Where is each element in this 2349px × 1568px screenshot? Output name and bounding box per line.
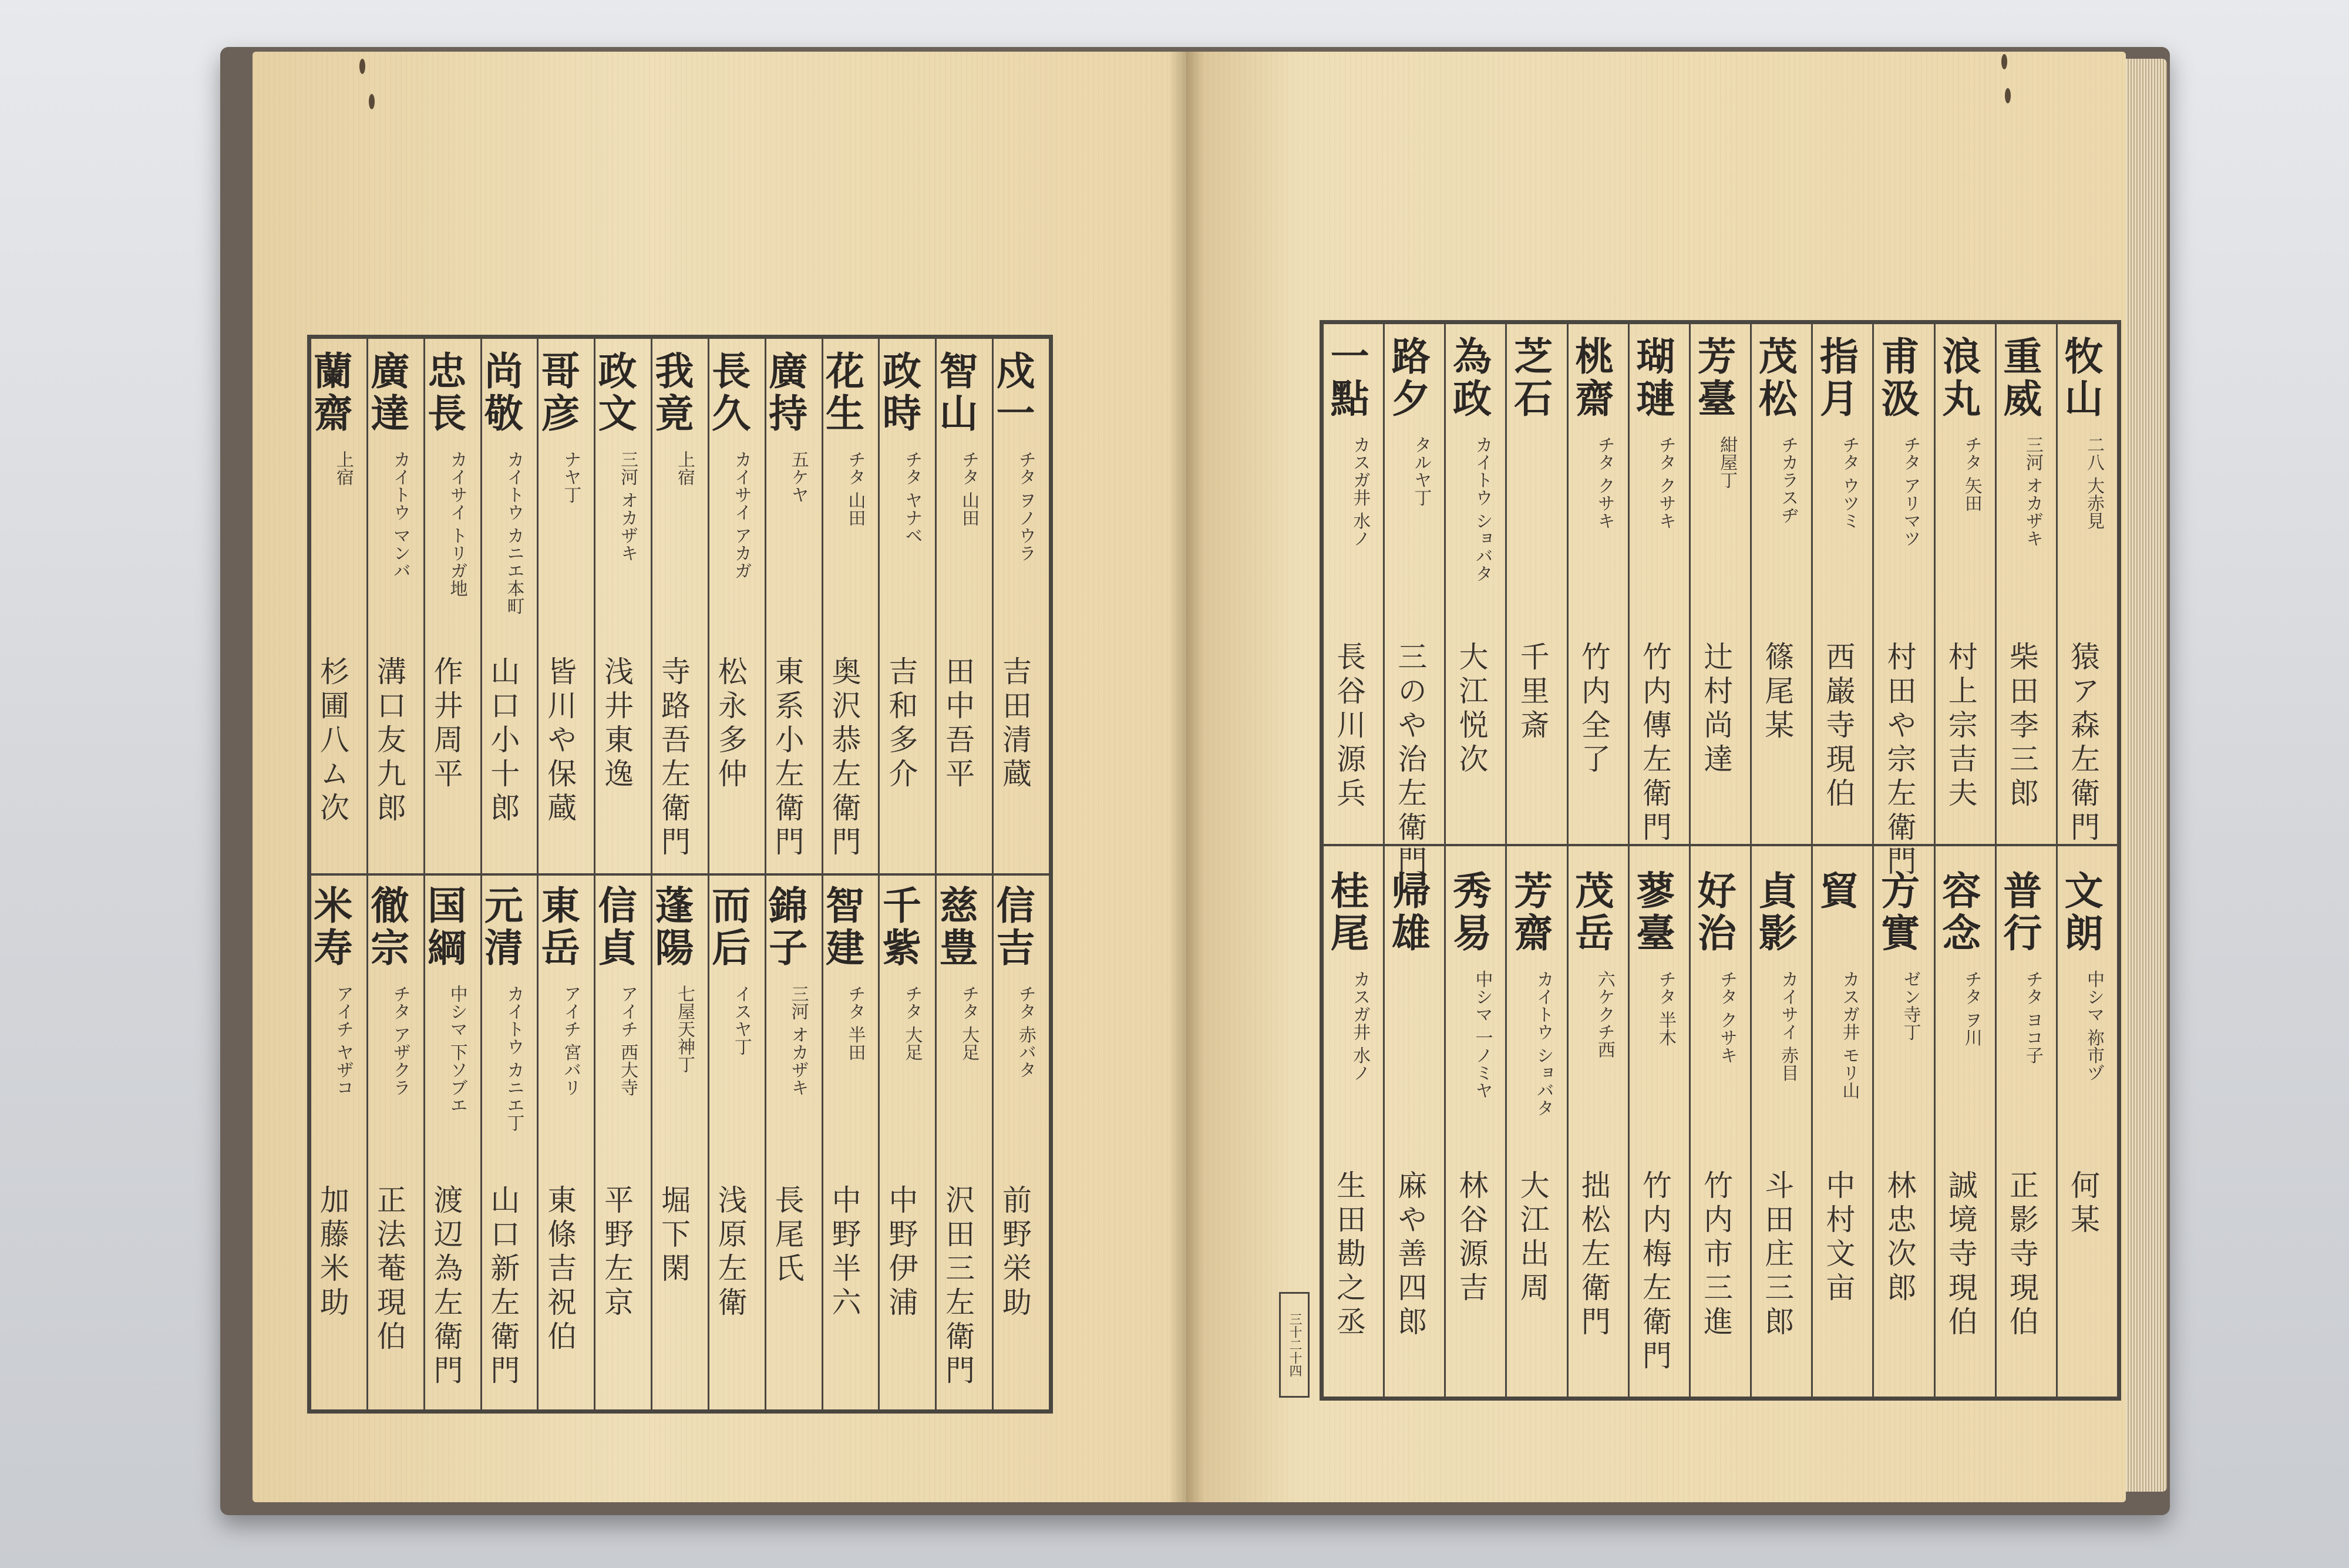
place-reading-top: 三河 オカザキ [617,450,638,562]
place-reading-bottom: 中シマ 祢市ヅ [2084,970,2104,1082]
table-column-13 [1324,324,1383,1397]
place-reading-bottom: チタ 大足 [958,985,980,1061]
haiku-name-top: 芳臺 [1691,336,1737,420]
haiku-name-bottom: 信吉 [990,885,1035,970]
owner-name-top: 皆川や保蔵 [543,656,577,826]
haiku-name-bottom: 普行 [1996,870,2042,955]
place-reading-top: チタ ヲノウラ [1015,450,1036,562]
owner-name-bottom: 東條吉祝伯 [543,1185,577,1355]
owner-name-bottom: 拙松左衛門 [1576,1170,1611,1340]
owner-name-top: 東系小左衛門 [770,656,805,860]
page-edges [2126,59,2167,1492]
haiku-name-top: 花生 [819,351,865,435]
place-reading-top: カイトウ ショバタ [1472,436,1493,583]
place-reading-bottom: アイチ 西大寺 [617,985,638,1096]
place-reading-bottom: 中シマ 一ノミヤ [1472,970,1493,1099]
haiku-name-bottom: 東岳 [534,885,581,970]
haiku-name-top: 浪丸 [1935,336,1981,420]
haiku-name-bottom: 文朗 [2058,870,2104,955]
haiku-name-top: 牧山 [2058,336,2104,420]
owner-name-bottom: 渡辺為左衛門 [429,1185,463,1389]
haiku-name-bottom: 智建 [819,885,865,970]
table-column-5 [1811,324,1872,1397]
haiku-name-bottom: 国綱 [420,885,467,970]
owner-name-top: 田中吾平 [941,656,975,792]
table-column-3 [878,339,935,1409]
owner-name-top: 杉圃八ム次 [315,656,349,826]
table-column-8 [1628,324,1689,1397]
owner-name-top: 村田や宗左衛門 [1882,641,1917,880]
haiku-name-top: 政文 [591,351,638,435]
owner-name-top: 三のや治左衛門 [1393,641,1428,880]
place-reading-bottom: カイトウ ショバタ [1533,970,1554,1117]
place-reading-bottom: イスヤ丁 [731,985,752,1055]
table-column-3 [1934,324,1995,1397]
right-table [1320,320,2121,1401]
haiku-name-bottom: 秀易 [1446,870,1492,955]
place-reading-top: チタ ヤナベ [901,450,923,544]
place-reading-bottom: アイチ ヤザコ [332,985,354,1096]
place-reading-bottom: カイトウ カニエ丁 [503,985,524,1132]
haiku-name-bottom: 貞影 [1752,870,1798,955]
haiku-name-top: 甫汲 [1874,336,1920,420]
haiku-name-bottom: 千紫 [876,885,922,970]
place-reading-bottom: 七屋天神丁 [674,985,695,1073]
place-reading-bottom: アイチ 宮バリ [560,985,581,1096]
haiku-name-top: 我竟 [648,351,694,435]
owner-name-bottom: 中村文亩 [1821,1170,1856,1306]
table-column-12 [1383,324,1444,1397]
owner-name-bottom: 竹内梅左衛門 [1637,1170,1672,1374]
table-column-11 [420,339,480,1409]
haiku-name-top: 長久 [705,351,751,435]
haiku-name-top: 桃齋 [1568,336,1614,420]
owner-name-top: 山口小十郎 [486,656,520,826]
owner-name-top: 村上宗吉夫 [1943,641,1978,812]
place-reading-bottom: カスガ井 モリ山 [1839,970,1860,1099]
page-stamp: 三十二十四 [1279,1292,1310,1398]
haiku-name-top: 戍一 [990,351,1035,435]
owner-name-top: 竹内全了 [1576,641,1611,778]
left-columns [307,339,1049,1409]
place-reading-bottom: チタ ヨコ子 [2022,970,2043,1064]
owner-name-top: 長谷川源兵 [1332,641,1367,812]
haiku-name-top: 瑚璉 [1629,336,1675,420]
table-column-4 [1872,324,1933,1397]
place-reading-top: ナヤ丁 [560,450,581,503]
owner-name-bottom: 正法菴現伯 [372,1185,406,1355]
place-reading-top: カスガ井 水ノ [1350,436,1371,547]
table-column-7 [1689,324,1750,1397]
left-table [307,335,1053,1414]
table-column-4 [819,339,879,1409]
place-reading-top: チタ 山田 [844,450,866,527]
haiku-name-bottom: 桂尾 [1324,870,1370,955]
haiku-name-top: 智山 [933,351,979,435]
place-reading-top: チタ アリマツ [1900,436,1921,547]
haiku-name-bottom: 貿 [1813,870,1859,913]
owner-name-top: 吉和多介 [884,656,918,792]
place-reading-bottom: 三河 オカザキ [788,985,809,1096]
place-reading-top: 二八 大赤見 [2084,436,2104,530]
owner-name-bottom: 中野半六 [827,1185,861,1321]
place-reading-top: カイトウ カニエ本町 [503,450,524,615]
place-reading-bottom: チタ 大足 [901,985,923,1061]
haiku-name-top: 為政 [1446,336,1492,420]
haiku-name-bottom: 徹宗 [364,885,410,970]
haiku-name-bottom: 蓼臺 [1629,870,1675,955]
table-column-9 [1567,324,1628,1397]
haiku-name-bottom: 而后 [705,885,751,970]
haiku-name-top: 茂松 [1752,336,1798,420]
wormhole-mark [2001,54,2007,69]
right-columns [1324,324,2117,1397]
owner-name-top: 大江悦次 [1454,641,1489,778]
place-reading-top: チタ 山田 [958,450,980,527]
owner-name-top: 吉田清蔵 [998,656,1032,792]
owner-name-bottom: 長尾氏 [770,1185,805,1287]
owner-name-bottom: 浅原左衛 [713,1185,748,1321]
place-reading-bottom: カイサイ 赤目 [1778,970,1799,1082]
owner-name-bottom: 何某 [2066,1170,2100,1238]
owner-name-top: 寺路吾左衛門 [656,656,691,860]
haiku-name-bottom: 方實 [1874,870,1920,955]
owner-name-bottom: 生田勘之丞 [1332,1170,1367,1340]
haiku-name-top: 哥彦 [534,351,581,435]
place-reading-top: 上宿 [332,450,354,486]
table-column-9 [534,339,594,1409]
owner-name-bottom: 斗田庄三郎 [1760,1170,1795,1340]
haiku-name-top: 忠長 [420,351,467,435]
owner-name-top: 竹内傳左衛門 [1637,641,1672,846]
haiku-name-bottom: 元清 [477,885,524,970]
place-reading-top: 上宿 [674,450,695,486]
haiku-name-bottom: 容念 [1935,870,1981,955]
haiku-name-bottom: 米寿 [307,885,353,970]
table-column-11 [1444,324,1505,1397]
place-reading-top: タルヤ丁 [1411,436,1432,506]
place-reading-bottom: チタ 赤バタ [1015,985,1036,1079]
owner-name-top: 猿ア森左衛門 [2066,641,2100,846]
place-reading-top: チタ ウツミ [1839,436,1860,530]
place-reading-top: 紺屋丁 [1717,436,1738,489]
haiku-name-bottom: 帰雄 [1385,870,1431,955]
place-reading-top: カイサイ アカガ [731,450,752,580]
owner-name-bottom: 竹内市三進 [1699,1170,1734,1340]
owner-name-top: 柴田李三郎 [2004,641,2039,812]
place-reading-bottom: チタ ヲ川 [1961,970,1982,1047]
place-reading-top: カイサイ トリガ地 [446,450,467,597]
owner-name-bottom: 加藤米助 [315,1185,349,1321]
owner-name-top: 西巌寺現伯 [1821,641,1856,812]
place-reading-top: チカラスヂ [1778,436,1799,524]
place-reading-bottom: ゼン寺丁 [1900,970,1921,1041]
haiku-name-bottom: 茂岳 [1568,870,1614,955]
haiku-name-bottom: 慈豊 [933,885,979,970]
owner-name-bottom: 前野栄助 [998,1185,1032,1321]
table-column-10 [1505,324,1566,1397]
table-column-13 [307,339,366,1409]
place-reading-top: チタ クサキ [1655,436,1676,530]
owner-name-bottom: 平野左京 [600,1185,634,1321]
table-column-7 [648,339,708,1409]
haiku-name-top: 廣持 [762,351,808,435]
table-column-6 [1750,324,1811,1397]
owner-name-bottom: 麻や善四郎 [1393,1170,1428,1340]
haiku-name-bottom: 好治 [1691,870,1737,955]
owner-name-top: 辻村尚達 [1699,641,1734,778]
owner-name-bottom: 誠境寺現伯 [1943,1170,1978,1340]
place-reading-top: カイトウ マンバ [389,450,410,580]
haiku-name-top: 政時 [876,351,922,435]
table-column-1 [2056,324,2117,1397]
owner-name-bottom: 沢田三左衛門 [941,1185,975,1389]
table-column-1 [992,339,1049,1409]
place-reading-bottom: 六ケクチ西 [1594,970,1615,1058]
haiku-name-top: 蘭齋 [307,351,353,435]
place-reading-bottom: チタ 半田 [844,985,866,1061]
owner-name-top: 奥沢恭左衛門 [827,656,861,860]
place-reading-top: 三河 オカザキ [2022,436,2043,547]
place-reading-top: チタ クサキ [1594,436,1615,530]
haiku-name-bottom: 信貞 [591,885,638,970]
haiku-name-top: 指月 [1813,336,1859,420]
table-column-10 [477,339,537,1409]
owner-name-top: 作井周平 [429,656,463,792]
owner-name-bottom: 大江出周 [1515,1170,1550,1306]
wormhole-mark [369,94,375,109]
wormhole-mark [359,59,365,74]
table-column-12 [366,339,423,1409]
owner-name-top: 篠尾某 [1760,641,1795,743]
haiku-name-top: 芝石 [1507,336,1553,420]
owner-name-bottom: 堀下閑 [656,1185,691,1287]
haiku-name-bottom: 芳齋 [1507,870,1553,955]
table-column-2 [1995,324,2056,1397]
place-reading-top: 五ケヤ [788,450,809,503]
place-reading-bottom: チタ 半木 [1655,970,1676,1047]
haiku-name-top: 一點 [1324,336,1370,420]
place-reading-bottom: 中シマ 下ソブエ [446,985,467,1114]
owner-name-top: 浅井東逸 [600,656,634,792]
haiku-name-top: 尚敬 [477,351,524,435]
table-column-5 [762,339,822,1409]
haiku-name-bottom: 蓬陽 [648,885,694,970]
owner-name-top: 松永多仲 [713,656,748,792]
book-gutter [1169,52,1204,1502]
owner-name-bottom: 正影寺現伯 [2004,1170,2039,1340]
owner-name-bottom: 林谷源吉 [1454,1170,1489,1306]
haiku-name-top: 重威 [1996,336,2042,420]
owner-name-bottom: 山口新左衛門 [486,1185,520,1389]
place-reading-top: チタ 矢田 [1961,436,1982,512]
haiku-name-top: 廣達 [364,351,410,435]
haiku-name-bottom: 錦子 [762,885,808,970]
owner-name-top: 千里斎 [1515,641,1550,743]
table-column-6 [705,339,765,1409]
place-reading-bottom: チタ アザクラ [389,985,410,1096]
place-reading-bottom: カスガ井 水ノ [1350,970,1371,1082]
table-column-2 [935,339,992,1409]
owner-name-top: 溝口友九郎 [372,656,406,826]
owner-name-bottom: 中野伊浦 [884,1185,918,1321]
table-column-8 [591,339,651,1409]
haiku-name-top: 路夕 [1385,336,1431,420]
wormhole-mark [2005,88,2011,103]
owner-name-bottom: 林忠次郎 [1882,1170,1917,1306]
place-reading-bottom: チタ クサキ [1717,970,1738,1064]
